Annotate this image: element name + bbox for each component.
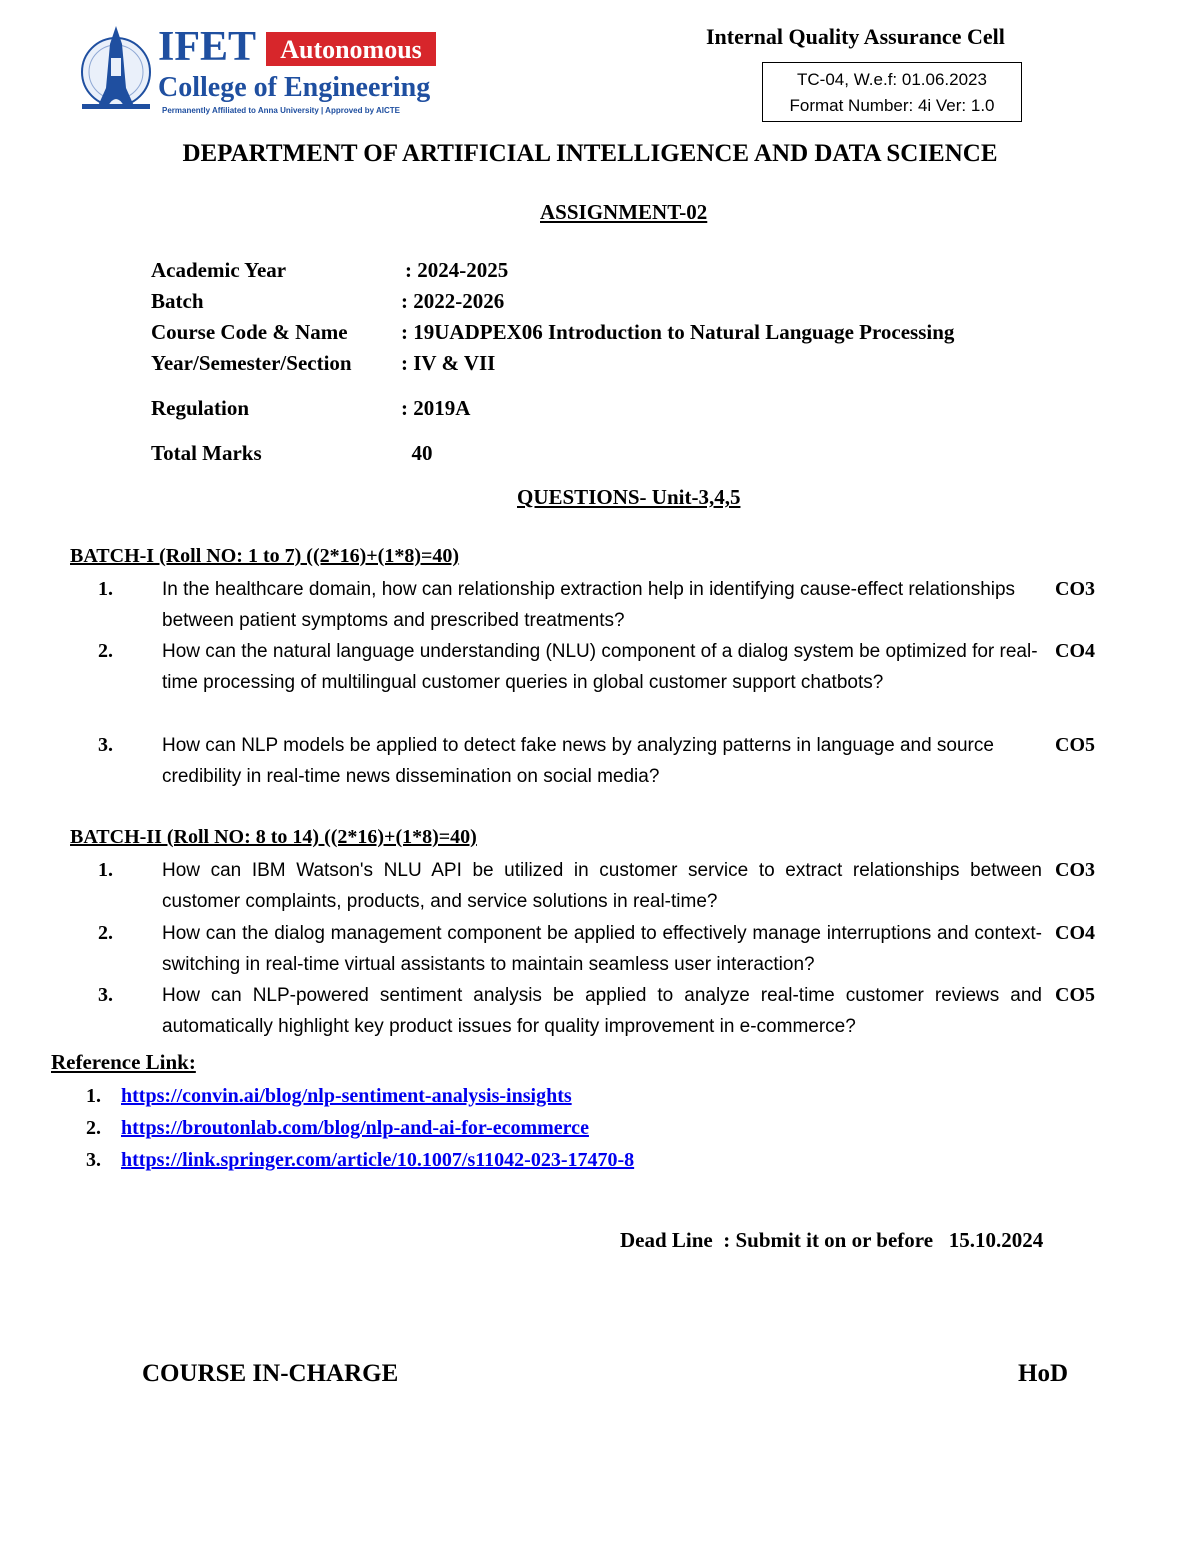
question-number: 1. (98, 859, 113, 881)
logo-subtitle: College of Engineering (158, 72, 431, 103)
info-value: : 2024-2025 (405, 258, 509, 282)
question-text: How can NLP-powered sentiment analysis be applied to analyze real-time customer reviews and automatically highlight key product issues for quality improvement in e-commerce? (162, 985, 1042, 1037)
question-number: 2. (98, 640, 113, 662)
info-label: Course Code & Name (151, 320, 348, 344)
course-outcome: CO5 (1055, 984, 1095, 1006)
course-outcome: CO4 (1055, 922, 1095, 944)
info-value: 40 (401, 441, 433, 465)
batch-title: BATCH-II (Roll NO: 8 to 14) ((2*16)+(1*8)=40) (70, 826, 477, 848)
reference-number: 2. (86, 1117, 101, 1139)
signature-hod: HoD (1018, 1360, 1068, 1387)
course-outcome: CO3 (1055, 578, 1095, 600)
question-text: How can the dialog management component be applied to effectively manage interruptions and context-switching in real-time virtual assistants to maintain seamless user interaction? (162, 923, 1042, 975)
info-value: : 2019A (401, 396, 471, 420)
department-title: DEPARTMENT OF ARTIFICIAL INTELLIGENCE AND DATA SCIENCE (182, 140, 998, 167)
info-value: : IV & VII (401, 351, 496, 375)
college-emblem-icon (78, 18, 438, 122)
format-line-1: TC-04, W.e.f: 01.06.2023 (797, 70, 987, 89)
question-text: How can NLP models be applied to detect fake news by analyzing patterns in language and source credibility in real-time news dissemination on social media? (162, 735, 994, 787)
questions-title: QUESTIONS- Unit-3,4,5 (517, 485, 741, 509)
course-outcome: CO4 (1055, 640, 1095, 662)
format-box (762, 62, 1022, 122)
question-number: 1. (98, 578, 113, 600)
question-number: 3. (98, 984, 113, 1006)
question-text: How can IBM Watson's NLU API be utilized in customer service to extract relationships between customer complaints, products, and service solutions in real-time? (162, 860, 1042, 912)
info-value: : 19UADPEX06 Introduction to Natural Language Processing (401, 320, 955, 344)
logo-badge: Autonomous (280, 35, 422, 64)
signature-course-in-charge: COURSE IN-CHARGE (142, 1360, 399, 1387)
deadline: Dead Line : Submit it on or before 15.10.2024 (620, 1228, 1044, 1252)
question-text: In the healthcare domain, how can relationship extraction help in identifying cause-effect relationships between patient symptoms and prescribed treatments? (162, 579, 1016, 631)
info-label: Batch (151, 289, 204, 313)
info-label: Regulation (151, 396, 250, 420)
reference-number: 1. (86, 1085, 101, 1107)
info-label: Academic Year (151, 258, 287, 282)
question-number: 3. (98, 734, 113, 756)
college-logo (78, 18, 438, 122)
course-outcome: CO5 (1055, 734, 1095, 756)
info-label: Year/Semester/Section (151, 351, 352, 375)
logo-name: IFET (158, 24, 257, 70)
reference-link[interactable]: https://link.springer.com/article/10.1007/s11042-023-17470-8 (121, 1149, 635, 1171)
assignment-title: ASSIGNMENT-02 (540, 200, 708, 224)
reference-link[interactable]: https://broutonlab.com/blog/nlp-and-ai-for-ecommerce (121, 1117, 589, 1139)
format-line-2: Format Number: 4i Ver: 1.0 (789, 96, 995, 115)
reference-title: Reference Link: (51, 1050, 196, 1074)
question-text: How can the natural language understanding (NLU) component of a dialog system be optimized for real-time processing of multilingual customer queries in global customer support chatbots? (162, 641, 1038, 693)
question-number: 2. (98, 922, 113, 944)
batch-title: BATCH-I (Roll NO: 1 to 7) ((2*16)+(1*8)=40) (70, 545, 460, 567)
info-value: : 2022-2026 (401, 289, 505, 313)
iqac-label: Internal Quality Assurance Cell (706, 24, 1005, 49)
info-label: Total Marks (151, 441, 262, 465)
logo-tagline: Permanently Affiliated to Anna University | Approved by AICTE (162, 106, 400, 115)
course-outcome: CO3 (1055, 859, 1095, 881)
reference-number: 3. (86, 1149, 101, 1171)
reference-link[interactable]: https://convin.ai/blog/nlp-sentiment-analysis-insights (121, 1085, 572, 1107)
